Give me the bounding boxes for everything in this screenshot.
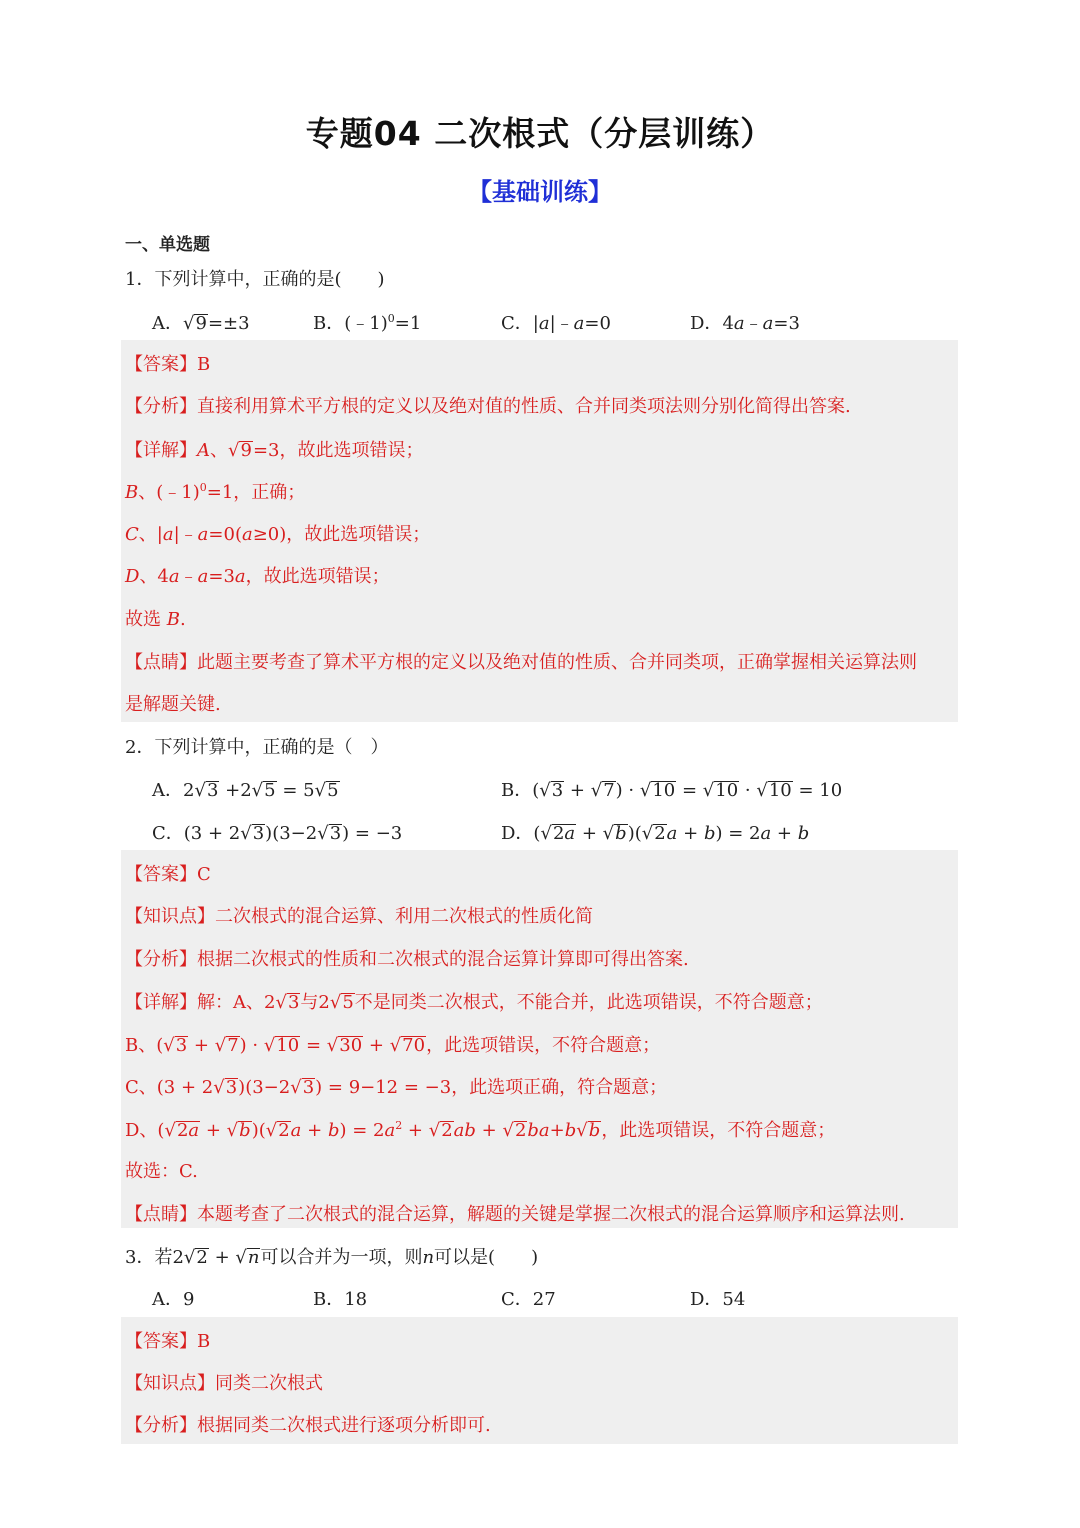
question-1-comment-line-1: 【点睛】此题主要考查了算术平方根的定义以及绝对值的性质、合并同类项，正确掌握相关运算法则 [125, 652, 917, 673]
question-1-comment-line-2: 是解题关键. [125, 694, 221, 715]
question-2-detail-b: B、(√3 + √7) · √10 = √30 + √70，此选项错误，不符合题意； [125, 1035, 661, 1056]
question-1-analysis: 【分析】直接利用算术平方根的定义以及绝对值的性质、合并同类项法则分别化简得出答案. [125, 396, 851, 417]
question-2-option-b: B．(√3 + √7) · √10 = √10 · √10 = 10 [501, 780, 843, 801]
question-1-conclusion: 故选 B. [125, 609, 186, 630]
section-subtitle: 【基础训练】 [468, 178, 612, 206]
question-2-comment: 【点睛】本题考查了二次根式的混合运算，解题的关键是掌握二次根式的混合运算顺序和运算法则. [125, 1204, 905, 1225]
question-2-detail-d: D、$(√2a + √b)(√2a + b) = 2a^2 + √2ab + √2ba+b√b$，此选项错误，不符合题意； [125, 1119, 836, 1141]
question-1-option-c: C．|a|﹣a=0 [501, 313, 611, 334]
question-3-option-b: B．18 [313, 1289, 368, 1310]
question-1-detail-b: B、(﹣1)$^0$=1，正确； [125, 481, 306, 503]
question-1-option-a: A．√9=±3 [152, 313, 250, 334]
question-3-knowledge: 【知识点】同类二次根式 [125, 1373, 323, 1394]
question-2-conclusion: 故选：C. [125, 1161, 198, 1182]
question-3-analysis: 【分析】根据同类二次根式进行逐项分析即可. [125, 1415, 491, 1436]
question-3-option-d: D．54 [690, 1289, 746, 1310]
question-2-answer: 【答案】C [125, 864, 211, 885]
question-3-answer: 【答案】B [125, 1331, 211, 1352]
question-2-option-d: D．(√2a + √b)(√2a + b) = 2a + b [501, 823, 810, 844]
question-1-option-b: B．(﹣1)$^0$=1 [313, 312, 422, 334]
question-2-detail-c: C、(3 + 2√3)(3−2√3) = 9−12 = −3，此选项正确，符合题意； [125, 1077, 668, 1098]
question-1-detail-d: D、4a﹣a=3a，故此选项错误； [125, 566, 390, 587]
question-2-knowledge: 【知识点】二次根式的混合运算、利用二次根式的性质化简 [125, 906, 593, 927]
question-2-analysis: 【分析】根据二次根式的性质和二次根式的混合运算计算即可得出答案. [125, 949, 689, 970]
section-heading: 一、单选题 [125, 235, 210, 255]
question-1-stem: 1．下列计算中，正确的是( ) [125, 269, 385, 290]
question-2-stem: 2．下列计算中，正确的是（ ） [125, 737, 389, 758]
question-1-answer: 【答案】B [125, 354, 211, 375]
question-1-option-d: D．4a﹣a=3 [690, 313, 800, 334]
question-3-option-a: A．9 [152, 1289, 195, 1310]
question-2-option-c: C．(3 + 2√3)(3−2√3) = −3 [152, 823, 403, 844]
question-2-detail-a: 【详解】解：A、2√3与2√5不是同类二次根式，不能合并，此选项错误，不符合题意； [125, 992, 823, 1013]
question-1-detail-a: 【详解】A、√9=3，故此选项错误； [125, 440, 424, 461]
question-2-option-a: A．2√3 +2√5 = 5√5 [152, 780, 339, 801]
question-1-detail-c: C、|a|﹣a=0(a≥0)，故此选项错误； [125, 524, 431, 545]
question-3-stem: 3．若2√2 + √n可以合并为一项，则n可以是( ) [125, 1247, 539, 1268]
question-3-option-c: C．27 [501, 1289, 556, 1310]
page-title: 专题04 二次根式（分层训练） [305, 114, 775, 153]
